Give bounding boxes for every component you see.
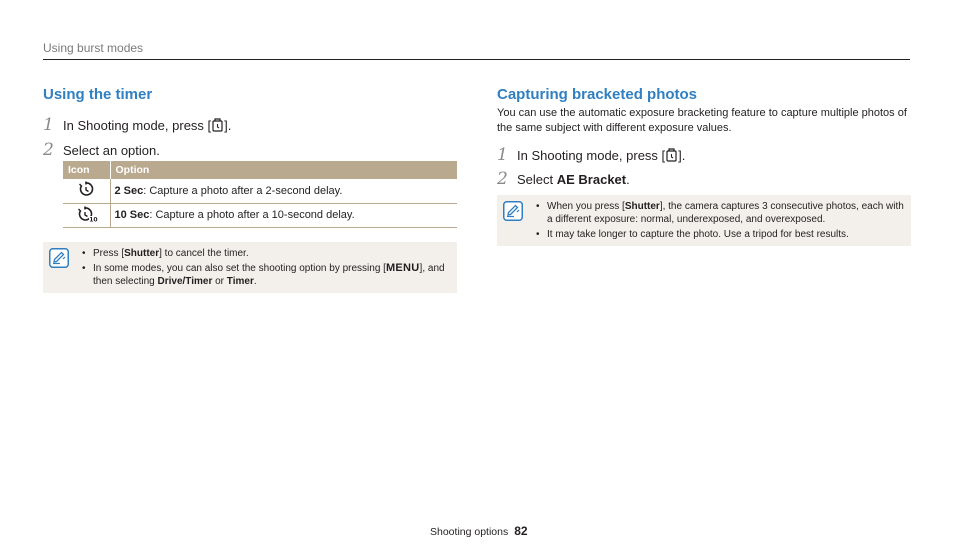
note-list (82, 247, 454, 290)
timer-options-table (63, 161, 457, 228)
option-cell: 10 Sec: Capture a photo after a 10-second delay. (110, 203, 457, 227)
footer-section-name: Shooting options (430, 526, 509, 538)
timer-button-icon (666, 148, 677, 165)
menu-button-label: MENU (385, 262, 420, 274)
section-title-timer: Using the timer (43, 86, 153, 103)
step-text: Select an option. (63, 143, 160, 158)
running-header: Using burst modes (43, 41, 144, 55)
table-row (63, 203, 457, 227)
table-row (63, 179, 457, 203)
step-2-timer (43, 140, 160, 160)
note-box-timer (43, 242, 457, 293)
page-footer (430, 524, 528, 538)
timer-button-icon (212, 118, 223, 135)
step-number: 2 (43, 140, 54, 160)
step-2-bracket (497, 169, 630, 189)
svg-text:10: 10 (89, 216, 98, 223)
header-divider (43, 59, 910, 60)
step-text: In Shooting mode, press [ ]. (517, 148, 686, 163)
note-pencil-icon (49, 248, 69, 268)
option-cell: 2 Sec: Capture a photo after a 2-second delay. (110, 179, 457, 203)
note-list (536, 200, 908, 243)
list-item: • In some modes, you can also set the shooting option by pressing [MENU], and then selecting Drive/Timer or Timer. (82, 262, 454, 288)
timer-2sec-icon (63, 179, 110, 203)
page-number: 82 (514, 524, 528, 538)
step-number: 2 (497, 169, 508, 189)
table-header-row (63, 161, 457, 179)
intro-paragraph: You can use the automatic exposure bracketing feature to capture multiple photos of the same subject with different exposure values. (497, 107, 907, 134)
note-pencil-icon (503, 201, 523, 221)
list-item: • Press [Shutter] to cancel the timer. (82, 247, 454, 260)
step-1-timer (43, 115, 231, 135)
list-item: • When you press [Shutter], the camera captures 3 consecutive photos, each with a different exposure: normal, underexposed, and overexposed. (536, 200, 908, 226)
step-number: 1 (497, 145, 508, 165)
list-item: • It may take longer to capture the photo. Use a tripod for best results. (536, 228, 908, 241)
step-number: 1 (43, 115, 54, 135)
column-header-icon: Icon (63, 161, 110, 179)
section-title-bracketing: Capturing bracketed photos (497, 86, 698, 103)
timer-10sec-icon (63, 203, 110, 227)
note-box-bracketing (497, 195, 911, 246)
step-text: Select AE Bracket. (517, 172, 630, 187)
step-1-bracket (497, 145, 685, 165)
step-text: In Shooting mode, press [ ]. (63, 118, 232, 133)
column-header-option: Option (110, 161, 457, 179)
